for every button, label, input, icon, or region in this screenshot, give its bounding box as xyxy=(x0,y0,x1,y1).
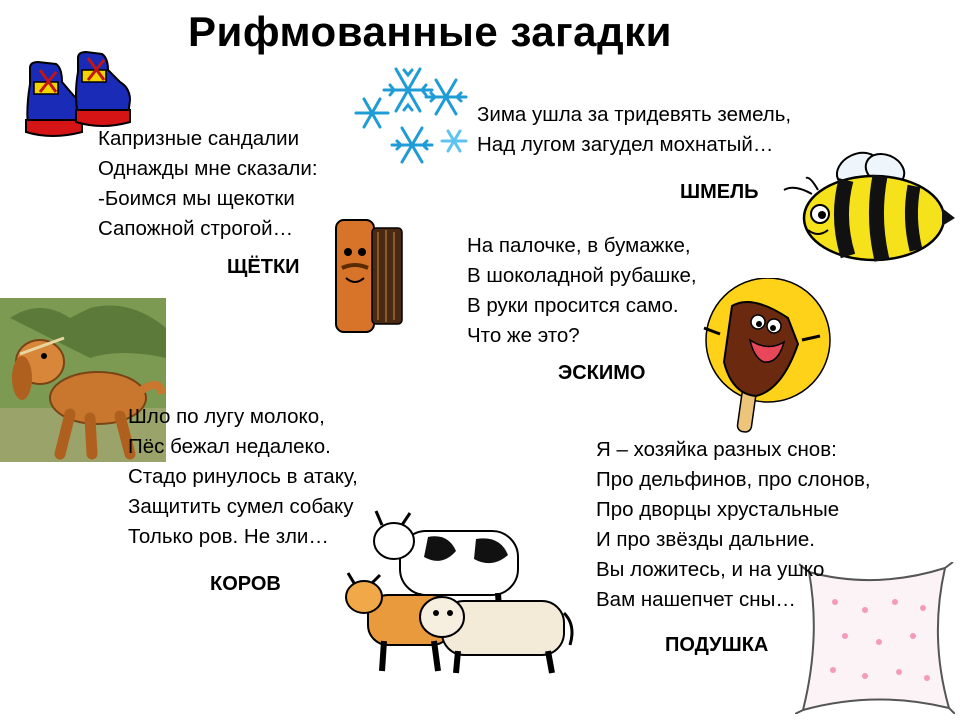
riddle-text-bumblebee xyxy=(477,100,791,160)
poem-line: Капризные сандалии xyxy=(98,127,300,150)
poem-line: Что же это? xyxy=(467,324,580,347)
poem-line: Защитить сумел собаку xyxy=(128,495,354,518)
riddle-text-shoes xyxy=(98,124,318,244)
poem-line: Про дворцы хрустальные xyxy=(596,498,840,521)
poem-line: Над лугом загудел мохнатый… xyxy=(477,133,774,156)
poem-line: И про звёзды дальние. xyxy=(596,528,815,551)
poem-line: Пёс бежал недалеко. xyxy=(128,435,331,458)
ice-cream-picture xyxy=(702,278,837,438)
poem-line: -Боимся мы щекотки xyxy=(98,187,295,210)
poem-line: В шоколадной рубашке, xyxy=(467,264,697,287)
riddle-answer-ice-cream: ЭСКИМО xyxy=(558,362,646,384)
left-sneaker xyxy=(26,62,82,136)
poem-line: Стадо ринулось в атаку, xyxy=(128,465,358,488)
white-cow xyxy=(420,597,572,673)
poem-line: На палочке, в бумажке, xyxy=(467,234,691,257)
riddle-answer-bumblebee: ШМЕЛЬ xyxy=(680,181,759,203)
poem-line: Сапожной строгой… xyxy=(98,217,294,240)
page-title: Рифмованные загадки xyxy=(188,8,672,55)
riddle-text-ice-cream xyxy=(467,231,697,351)
bee-picture xyxy=(780,140,955,270)
poem-line: Я – хозяйка разных снов: xyxy=(596,438,837,461)
poem-line: Зима ушла за тридевять земель, xyxy=(477,103,792,126)
riddle-answer-cows: КОРОВ xyxy=(210,573,281,595)
poem-line: Однажды мне сказали: xyxy=(98,157,318,180)
riddle-answer-pillow: ПОДУШКА xyxy=(665,634,769,656)
riddle-text-pillow xyxy=(596,435,871,615)
riddle-text-cows xyxy=(128,402,358,552)
poem-line: В руки просится само. xyxy=(467,294,679,317)
poem-line: Только ров. Не зли… xyxy=(128,525,329,548)
right-sneaker xyxy=(76,52,130,126)
poem-line: Вы ложитесь, и на ушко xyxy=(596,558,825,581)
poem-line: Про дельфинов, про слонов, xyxy=(596,468,871,491)
poem-line: Шло по лугу молоко, xyxy=(128,405,325,428)
cows-picture xyxy=(338,505,578,675)
poem-line: Вам нашепчет сны… xyxy=(596,588,796,611)
snowflakes-picture xyxy=(350,55,475,170)
riddle-answer-brushes: ЩЁТКИ xyxy=(227,256,300,278)
shoe-brush-picture xyxy=(328,208,410,336)
